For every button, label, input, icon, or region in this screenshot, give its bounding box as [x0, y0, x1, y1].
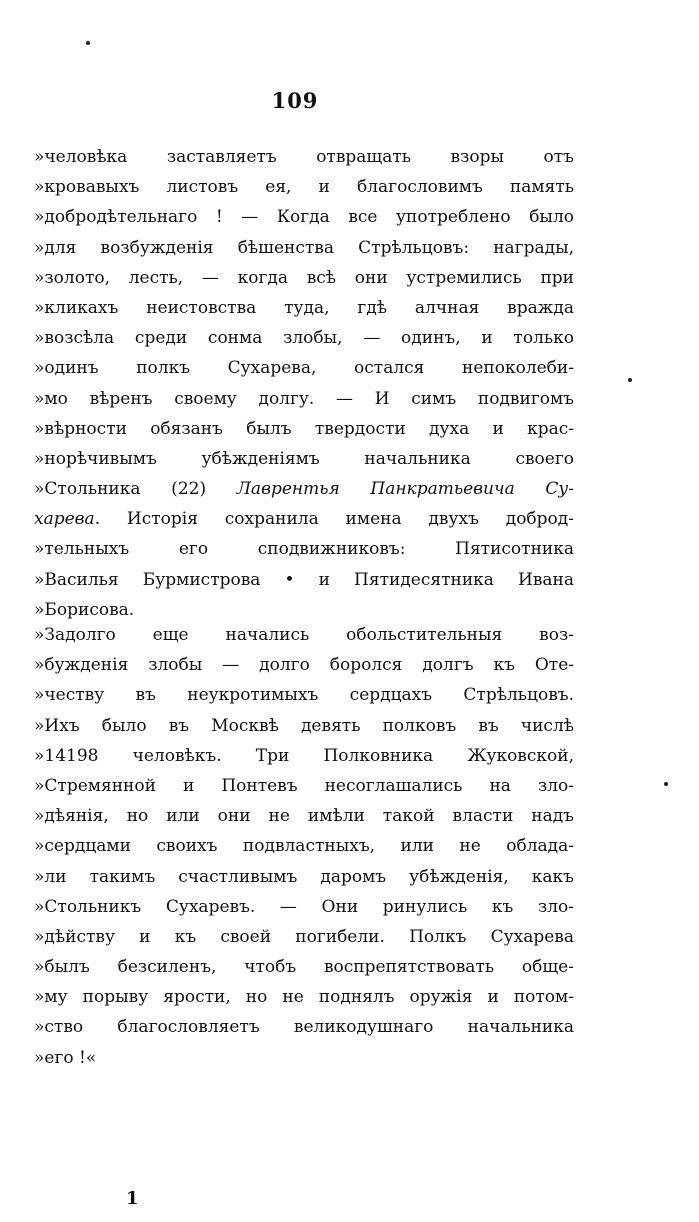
text-line: »одинъ полкъ Сухарева, остался непоколеби- — [34, 358, 574, 379]
footer-mark: 1 — [126, 1188, 139, 1209]
text-line: »дѣйству и къ своей погибели. Полкъ Сухарева — [34, 926, 574, 947]
text-line: »тельныхъ его сподвижниковъ: Пятисотника — [34, 539, 574, 560]
text-line: »Стольникъ Сухаревъ. — Они ринулись къ зло- — [34, 896, 574, 917]
text-line: »вѣрности обязанъ былъ твердости духа и крас- — [34, 418, 574, 439]
name-italic: Лаврентья Панкратьевича Су- — [236, 479, 574, 500]
text-line: »Задолго еще начались обольстительныя воз- — [34, 625, 574, 645]
text-line: »Борисова. — [34, 599, 135, 620]
scan-speck — [664, 782, 668, 786]
text-roman: . Исторія сохранила имена двухъ доброд- — [94, 509, 574, 530]
text-line: »Василья Бурмистрова • и Пятидесятника Ивана — [34, 569, 574, 590]
text-line: »му порыву ярости, но не поднялъ оружія и потом- — [34, 987, 574, 1008]
text-line: »ство благословляетъ великодушнаго начальника — [34, 1017, 574, 1038]
text-line: »дѣянія, но или они не имѣли такой власти надъ — [34, 806, 574, 827]
text-line: »14198 человѣкъ. Три Полковника Жуковской, — [34, 745, 574, 766]
text-line: »бужденія злобы — долго боролся долгъ къ Оте- — [34, 655, 574, 676]
text-line: »возсѣла среди сонма злобы, — одинъ, и только — [34, 328, 574, 349]
text-line — [34, 504, 574, 534]
name-italic: харева — [34, 509, 95, 530]
text-line: »кликахъ неистовства туда, гдѣ алчная вражда — [34, 297, 574, 318]
text-line: »его !« — [34, 1047, 97, 1068]
text-line — [34, 474, 574, 504]
text-line: »кровавыхъ листовъ ея, и благословимъ память — [34, 177, 574, 198]
paragraph-2 — [34, 620, 574, 1073]
page-number: 109 — [271, 88, 319, 113]
scan-speck — [628, 378, 632, 382]
scan-speck — [86, 41, 90, 45]
text-line: »Ихъ было въ Москвѣ девять полковъ въ числѣ — [34, 715, 574, 736]
text-line: »норѣчивымъ убѣжденіямъ начальника своего — [34, 448, 574, 469]
text-line: »человѣка заставляетъ отвращать взоры отъ — [34, 147, 574, 167]
text-line: »для возбужденія бѣшенства Стрѣльцовъ: награды, — [34, 237, 574, 258]
text-line: »добродѣтельнаго ! — Когда все употреблено было — [34, 207, 574, 228]
text-line: »былъ безсиленъ, чтобъ воспрепятствовать обще- — [34, 957, 574, 978]
text-line: »Стремянной и Понтевъ несоглашались на зло- — [34, 775, 574, 796]
text-roman: »Стольника (22) — [34, 479, 237, 500]
text-line: »сердцами своихъ подвластныхъ, или не облада- — [34, 836, 574, 857]
text-line: »честву въ неукротимыхъ сердцахъ Стрѣльцовъ. — [34, 685, 574, 706]
paragraph-1 — [34, 142, 574, 625]
text-line: »ли такимъ счастливымъ даромъ убѣжденія, какъ — [34, 866, 574, 887]
text-line: »мо вѣренъ своему долгу. — И симъ подвигомъ — [34, 388, 574, 409]
text-line: »золото, лесть, — когда всѣ они устремились при — [34, 267, 574, 288]
